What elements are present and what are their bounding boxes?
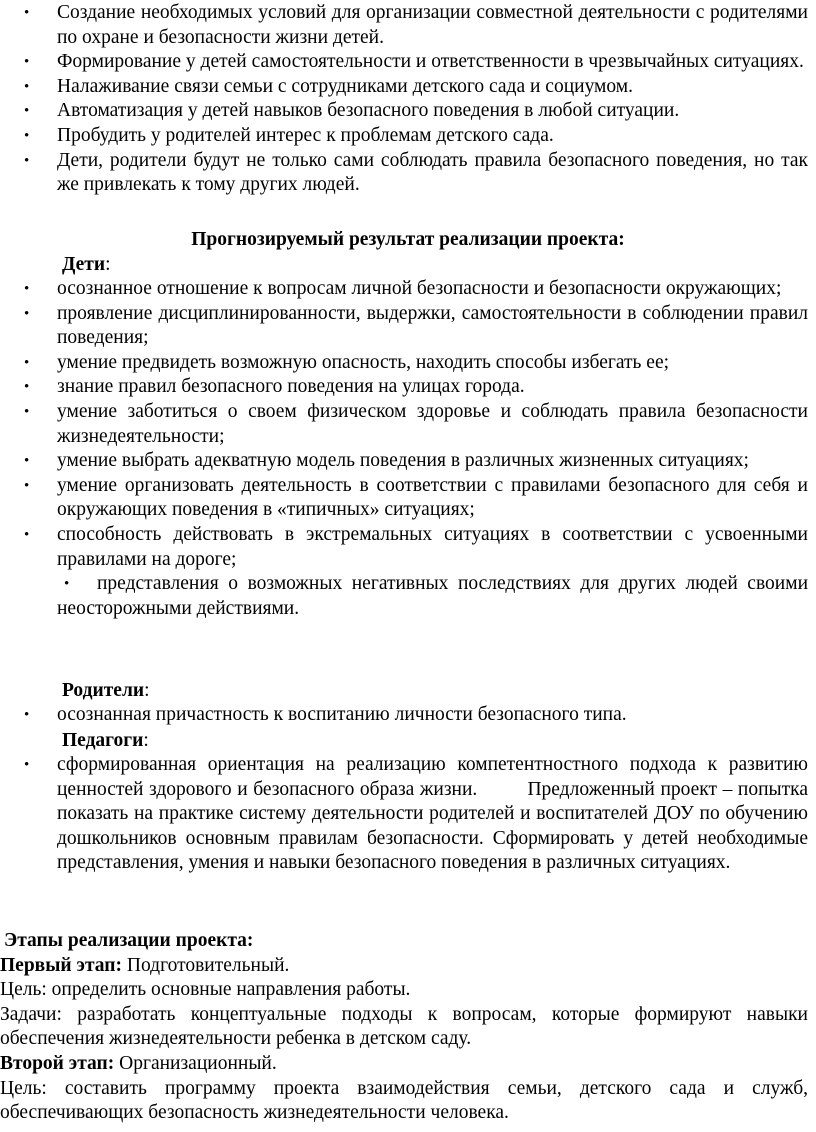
list-item: • сформированная ориентация на реализацию компетентностного подхода к развитию ценностей здорового и безопасного образа жизни. Предложенный проект – попытка показать на практике систему деятельности родителей и воспитателей ДОУ по обучению дошкольников основным правилам безопасности. Сформировать у детей необходимые представления, умения и навыки безопасного поведения в различных ситуациях. — [57, 753, 808, 876]
stage-second-value: Организационный. — [114, 1052, 277, 1074]
parents-results-list — [0, 703, 816, 728]
stages-section — [0, 929, 816, 1126]
stage-first — [0, 954, 808, 979]
list-item: • осознанная причастность к воспитанию личности безопасного типа. — [57, 703, 808, 728]
list-item: • умение организовать деятельность в соответствии с правилами безопасного для себя и окружающих поведения в «типичных» ситуациях; — [57, 474, 808, 523]
goals-list — [0, 1, 816, 198]
parents-label: Родители — [62, 680, 145, 701]
kids-heading — [62, 253, 111, 278]
list-item: • Автоматизация у детей навыков безопасного поведения в любой ситуации. — [57, 99, 808, 124]
stage-first-label: Первый этап: — [0, 954, 122, 976]
list-item: • осознанное отношение к вопросам личной безопасности и безопасности окружающих; — [57, 277, 808, 302]
list-item: • проявление дисциплинированности, выдержки, самостоятельности в соблюдении правил поведения; — [57, 302, 808, 351]
parents-heading — [62, 679, 150, 704]
kids-results-list — [0, 277, 816, 621]
list-item: • умение заботиться о своем физическом здоровье и соблюдать правила безопасности жизнедеятельности; — [57, 400, 808, 449]
teachers-colon: : — [143, 730, 149, 751]
stage-second-goal: Цель: составить программу проекта взаимодействия семьи, детского сада и служб, обеспечивающих безопасность жизнедеятельности человека. — [0, 1077, 808, 1124]
results-heading: Прогнозируемый результат реализации проекта: — [191, 229, 625, 250]
kids-colon: : — [105, 254, 111, 275]
parents-colon: : — [144, 680, 150, 701]
kids-label: Дети — [62, 254, 106, 275]
list-item: • умение выбрать адекватную модель поведения в различных жизненных ситуациях; — [57, 449, 808, 474]
stages-heading: Этапы реализации проекта: — [4, 930, 254, 951]
list-item: • знание правил безопасного поведения на улицах города. — [57, 375, 808, 400]
teachers-results-list — [0, 753, 816, 876]
list-item: • способность действовать в экстремальных ситуациях в соответствии с усвоенными правилами на дороге; — [57, 523, 808, 572]
list-item: • Создание необходимых условий для организации совместной деятельности с родителями по охране и безопасности жизни детей. — [57, 1, 808, 50]
list-item: • Дети, родители будут не только сами соблюдать правила безопасного поведения, но так же привлекать к тому других людей. — [57, 149, 808, 198]
teachers-heading — [62, 729, 149, 754]
stage-first-tasks: Задачи: разработать концептуальные подходы к вопросам, которые формируют навыки обеспечения жизнедеятельности ребенка в детском саду. — [0, 1003, 808, 1050]
teachers-label: Педагоги — [62, 730, 144, 751]
list-item: • Формирование у детей самостоятельности и ответственности в чрезвычайных ситуациях. — [57, 50, 808, 75]
list-item: • Налаживание связи семьи с сотрудниками детского сада и социумом. — [57, 75, 808, 100]
stage-second-label: Второй этап: — [0, 1052, 115, 1074]
stage-first-value: Подготовительный. — [122, 954, 290, 976]
list-item: • представления о возможных негативных последствиях для других людей своими неосторожными действиями. — [57, 572, 808, 621]
list-item: • умение предвидеть возможную опасность, находить способы избегать ее; — [57, 351, 808, 376]
list-item: • Пробудить у родителей интерес к проблемам детского сада. — [57, 124, 808, 149]
stage-second — [0, 1052, 808, 1077]
stage-first-goal: Цель: определить основные направления работы. — [0, 979, 411, 1001]
